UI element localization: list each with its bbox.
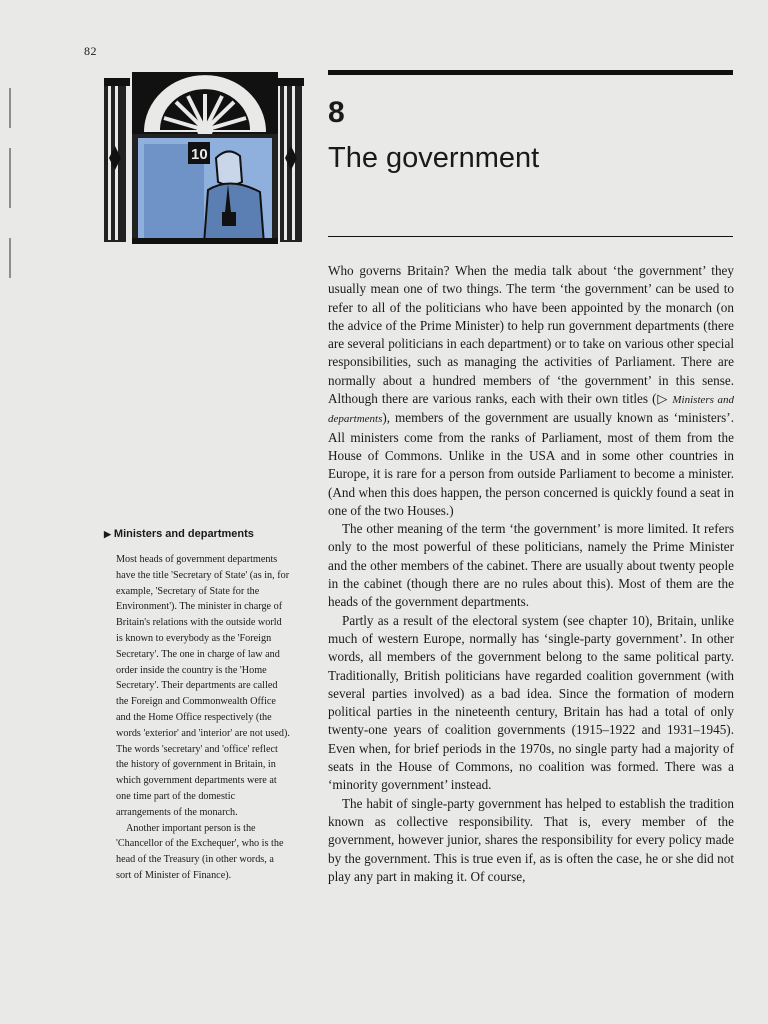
scan-margin-marks bbox=[8, 88, 12, 278]
body-paragraph-4: The habit of single-party government has helped to establish the tradition known as collective responsibility. That is, every member of the government, however junior, shares the responsibility for every policy made by the government. This is true even if, as is often the case, he or she did not play any part in making it. Of course, bbox=[328, 795, 734, 884]
chapter-title: The government bbox=[328, 142, 540, 174]
body-paragraph-3: Partly as a result of the electoral system (see chapter 10), Britain, unlike much of western Europe, normally has ‘single-party government’. In other words, all members of the government belong to the same political party. Traditionally, British politicians have regarded coalition government (with several parties involved) as a bad idea. Since the formation of modern political parties in the nineteenth century, Britain has had a total of only twenty-one years of coalition governments (1915–1922 and 1931–1945). Even when, for brief periods in the 1970s, no single party had a majority of seats in the House of Commons, no coalition was formed. There was a ‘minority government’ instead. bbox=[328, 612, 734, 793]
body-paragraph-1: Who governs Britain? When the media talk about ‘the government’ they usually mean one of two things. The term ‘the government’ can be used to refer to all of the politicians who have been appointed by the monarch (on the advice of the Prime Minister) to help run government departments (there are several politicians in each department) or to take on various other special responsibilities, such as managing the activities of Parliament. There are normally about a hundred members of ‘the government’ in this sense. Although there are various ranks, each with their own titles (▷ Ministers and departments), members of the government are usually known as ‘ministers’. All ministers come from the ranks of Parliament, most of them from the House of Commons. Unlike in the USA and in some other countries in Europe, it is rare for a person from outside Parliament to become a minister. (And when this does happen, the person concerned is quickly found a seat in one of the two Houses.) bbox=[328, 263, 735, 518]
sidebar-paragraph-1: Most heads of government departments have the title 'Secretary of State' (as in, for example, 'Secretary of State for the Environment'). The minister in charge of Britain's relations with the outside world is known to everybody as the 'Foreign Secretary'. The one in charge of law and order inside the country is the 'Home Secretary'. Their departments are called the Foreign and Commonwealth Office and the Home Office respectively (the words 'exterior' and 'interior' are not used). The words 'secretary' and 'office' reflect the history of government in Britain, in which government departments were at one time part of the domestic arrangements of the monarch. bbox=[116, 554, 290, 818]
cross-reference-marker: ▷ bbox=[656, 391, 669, 407]
door-number: 10 bbox=[191, 146, 208, 163]
chapter-rule-bottom bbox=[328, 236, 733, 237]
main-body-text bbox=[328, 262, 734, 886]
sidebar-heading: ▶ Ministers and departments bbox=[104, 528, 254, 540]
cross-reference-link[interactable]: Ministers and departments bbox=[328, 394, 735, 426]
page-number: 82 bbox=[84, 44, 97, 58]
sidebar-paragraph-2: Another important person is the 'Chancellor of the Exchequer', who is the head of the Treasury (in other words, a sort of Minister of Finance). bbox=[116, 822, 284, 881]
chapter-number: 8 bbox=[328, 96, 345, 129]
downing-street-door-illustration bbox=[104, 72, 304, 244]
number-ten-door-icon bbox=[104, 72, 304, 244]
chapter-rule-top bbox=[328, 70, 733, 75]
sidebar-text bbox=[116, 552, 290, 884]
body-paragraph-2: The other meaning of the term ‘the government’ is more limited. It refers only to the most powerful of these politicians, namely the Prime Minister and the other members of the cabinet. There are usually about twenty people in the cabinet (though there are no rules about this). Most of them are the heads of the government departments. bbox=[328, 521, 734, 610]
triangle-marker-icon: ▶ bbox=[104, 529, 111, 539]
